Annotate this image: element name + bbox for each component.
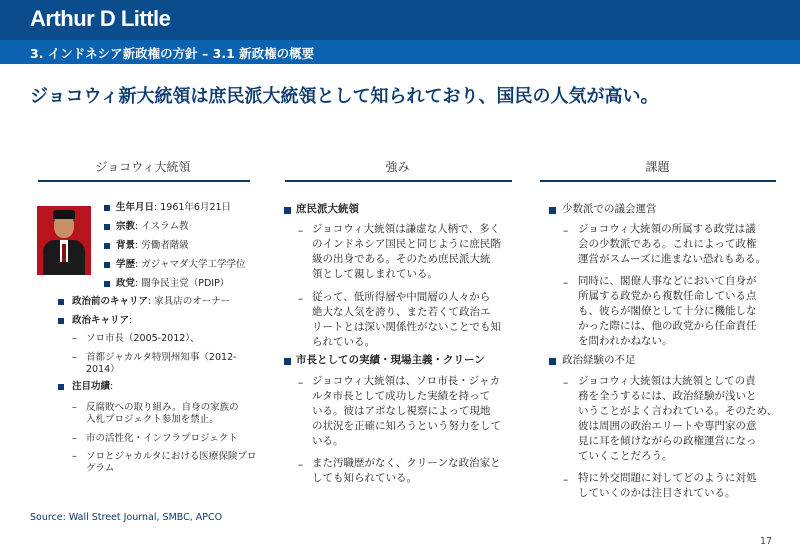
- bullet-square-icon: [549, 358, 556, 365]
- strength-text: 絶大な人気を誇り、また若くて政治エ: [312, 306, 491, 318]
- challenge-heading-minority: 少数派での議会運営: [562, 203, 657, 215]
- fact-education: 学歴: ガジャマダ大学工学学位: [116, 259, 246, 270]
- source-note: Source: Wall Street Journal, SMBC, APCO: [30, 512, 223, 523]
- dash-marker: –: [72, 333, 77, 344]
- strength-text: リートとは深い関係性がないことでも知: [312, 321, 501, 333]
- strength-text: の状況を正確に知ろうという努力をして: [312, 420, 501, 432]
- bullet-square-icon: [104, 243, 110, 249]
- challenge-text: も、彼らが閣僚として十分に機能しな: [578, 305, 757, 317]
- dash-marker: –: [563, 225, 569, 237]
- fact-background: 背景: 労働者階級: [116, 240, 189, 251]
- strength-text: 従って、低所得層や中間層の人々から: [312, 291, 491, 303]
- challenge-text: ジョコウィ大統領は大統領としての責: [578, 375, 756, 387]
- challenge-text: 同時に、閣僚人事などにおいて自身が: [578, 275, 757, 287]
- strength-text: のインドネシア国民と同じように庶民階: [312, 238, 501, 250]
- dash-marker: –: [298, 377, 304, 389]
- dash-marker: –: [563, 277, 569, 289]
- strength-heading-populist: 庶民派大統領: [296, 203, 359, 215]
- pre-career: 政治前のキャリア: 家具店のオーナー: [72, 296, 231, 307]
- dash-marker: –: [563, 474, 569, 486]
- bullet-square-icon: [58, 384, 64, 390]
- dash-marker: –: [72, 352, 77, 363]
- strength-text: しても知られている。: [312, 472, 417, 484]
- fact-party: 政党: 闘争民主党（PDIP）: [116, 278, 230, 289]
- bullet-square-icon: [549, 207, 556, 214]
- strength-text: また汚職歴がなく、クリーンな政治家と: [312, 457, 501, 469]
- strength-text: 領として親しまれている。: [312, 268, 438, 280]
- column-rule-middle: [285, 180, 512, 182]
- strength-heading-mayor: 市長としての実績・現場主義・クリーン: [296, 354, 485, 366]
- dash-marker: –: [298, 293, 304, 305]
- achievement-item: ソロとジャカルタにおける医療保険プロ: [86, 451, 257, 462]
- bullet-square-icon: [104, 205, 110, 211]
- challenge-text: 見に耳を傾けながらの政権運営になっ: [578, 435, 757, 447]
- challenge-text: 彼は周囲の政治エリートや専門家の意: [578, 420, 757, 432]
- bullet-square-icon: [284, 358, 291, 365]
- achievement-item: 反腐敗への取り組み。自身の家族の: [86, 402, 239, 413]
- achievement-item: グラム: [86, 463, 115, 474]
- strength-text: ジョコウィ大統領は、ソロ市長・ジャカ: [312, 375, 500, 387]
- achievements: 注目功績:: [72, 381, 114, 392]
- dash-marker: –: [72, 451, 77, 462]
- challenge-text: 会の少数派である。これによって政権: [578, 238, 757, 250]
- section-bar: [0, 40, 800, 64]
- strength-text: いる。彼はアポなし視察によって現地: [312, 405, 491, 417]
- fact-religion: 宗教: イスラム教: [116, 221, 189, 232]
- strength-text: いる。: [312, 435, 344, 447]
- strength-text: られている。: [312, 336, 375, 348]
- section-title: 3. インドネシア新政権の方針 – 3.1 新政権の概要: [30, 46, 315, 61]
- challenge-heading-experience: 政治経験の不足: [562, 354, 636, 366]
- strength-text: ルタ市長として成功した実績を持って: [312, 390, 491, 402]
- strength-text: 級の出身である。そのため庶民派大統: [312, 253, 491, 265]
- challenge-text: ていくことだろう。: [578, 450, 673, 462]
- challenge-text: 務を全うするには、政治経験が浅いと: [578, 390, 757, 402]
- challenge-text: 特に外交問題に対してどのように対処: [578, 472, 757, 484]
- challenge-text: かった際には、他の政党から任命責任: [578, 320, 757, 332]
- bullet-square-icon: [104, 224, 110, 230]
- dash-marker: –: [72, 402, 77, 413]
- challenge-text: 所属する政党から複数任命している点: [578, 290, 757, 302]
- achievement-item: 市の活性化・インフラプロジェクト: [86, 433, 238, 444]
- challenge-text: 運営がスムーズに進まない恐れもある。: [578, 253, 766, 265]
- career-item: ソロ市長（2005-2012）、: [86, 333, 200, 344]
- dash-marker: –: [298, 459, 304, 471]
- bullet-square-icon: [58, 299, 64, 305]
- challenge-text: いうことがよく言われている。そのため、: [578, 405, 778, 417]
- challenge-text: を問われかねない。: [578, 335, 673, 347]
- column-head-president: ジョコウィ大統領: [95, 160, 191, 174]
- president-photo: [37, 206, 91, 275]
- career-item: 2014）: [86, 364, 120, 375]
- dash-marker: –: [72, 433, 77, 444]
- column-rule-right: [540, 180, 776, 182]
- career-item: 首都ジャカルタ特別州知事（2012-: [86, 352, 237, 363]
- political-career: 政治キャリア:: [72, 315, 133, 326]
- page-number: 17: [760, 536, 773, 547]
- photo-tie: [62, 244, 66, 262]
- bullet-square-icon: [284, 207, 291, 214]
- dash-marker: –: [563, 377, 569, 389]
- bullet-square-icon: [58, 318, 64, 324]
- company-logo: Arthur D Little: [30, 6, 171, 31]
- strength-text: ジョコウィ大統領は謙虚な人柄で、多く: [312, 223, 500, 235]
- challenge-text: していくのかは注目されている。: [578, 487, 736, 499]
- fact-birthday: 生年月日: 1961年6月21日: [116, 202, 232, 213]
- top-bar: [0, 0, 800, 40]
- achievement-item: 入札プロジェクト参加を禁止。: [86, 414, 219, 425]
- column-head-strengths: 強み: [385, 160, 410, 174]
- bullet-square-icon: [104, 281, 110, 287]
- challenge-text: ジョコウィ大統領の所属する政党は議: [578, 223, 756, 235]
- column-head-challenges: 課題: [645, 160, 670, 174]
- column-rule-left: [38, 180, 250, 182]
- page-headline: ジョコウィ新大統領は庶民派大統領として知られており、国民の人気が高い。: [30, 86, 659, 107]
- photo-peci-hat: [53, 210, 75, 219]
- dash-marker: –: [298, 225, 304, 237]
- bullet-square-icon: [104, 262, 110, 268]
